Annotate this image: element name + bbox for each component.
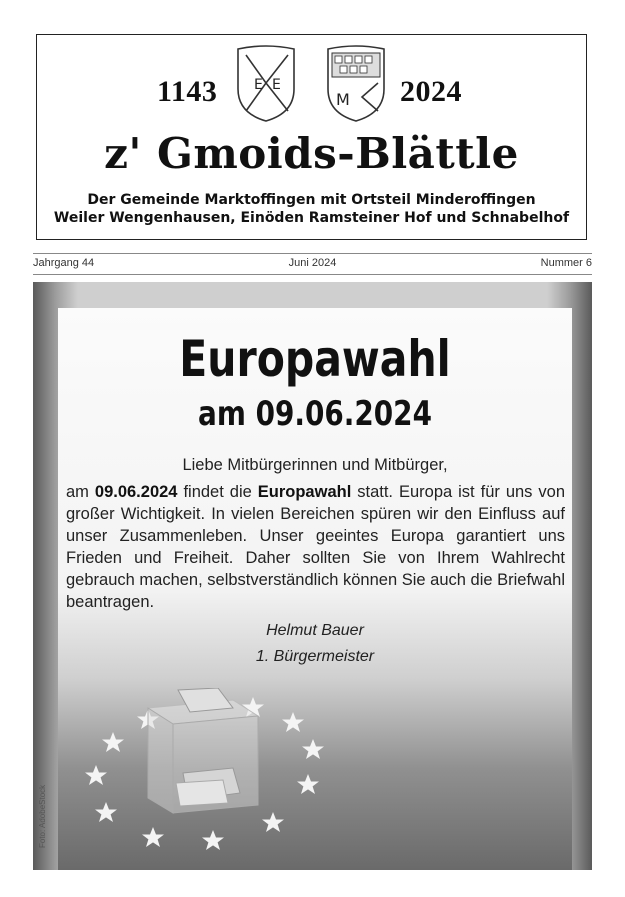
feature-body [66,481,565,613]
current-year: 2024 [400,75,462,108]
feature-panel [33,282,592,870]
issue-info-bar [33,253,592,275]
feature-subheadline: am 09.06.2024 [198,394,432,434]
feature-card [58,308,572,870]
founding-year: 1143 [157,75,218,108]
election-name: Europawahl [257,483,352,501]
election-date: 09.06.2024 [94,483,178,501]
coat-of-arms-left-icon [232,43,300,125]
subtitle-line-2: Weiler Wengenhausen, Einöden Ramsteiner Hof und Schnabelhof [53,210,570,226]
volume-label: Jahrgang 44 [33,257,95,269]
masthead [36,34,587,240]
body-part-1: am [66,483,95,501]
signature-name: Helmut Bauer [266,622,364,639]
ballot-box-with-stars-icon [58,688,572,870]
greeting: Liebe Mitbürgerinnen und Mitbürger, [182,456,448,474]
svg-text:E: E [272,77,281,93]
signature-title: 1. Bürgermeister [255,648,375,665]
body-part-2: findet die [177,483,258,501]
subtitle-line-1: Der Gemeinde Marktoffingen mit Ortsteil Minderoffingen [87,192,536,208]
svg-text:M: M [336,90,350,109]
ballot-box-icon [148,688,258,813]
svg-text:E: E [254,77,263,93]
issue-number: Nummer 6 [540,257,592,269]
coat-of-arms-right-icon [322,43,390,125]
body-part-3: statt. Europa ist für uns von großer Wichtigkeit. In vielen Bereichen spüren wir den Einfluss auf unser Zusammenleben. Unser geeintes Europa garantiert uns Frieden und Freiheit. Daher sollten Sie von Ihrem Wahlrecht gebrauch machen, selbstverständlich können Sie auch die Briefwahl beantragen. [66,483,565,611]
photo-credit: Foto: AdobeStock [38,784,47,848]
issue-date: Juni 2024 [288,257,337,269]
newsletter-title: z' Gmoids-Blättle [104,129,519,178]
feature-headline: Europawahl [179,330,451,388]
